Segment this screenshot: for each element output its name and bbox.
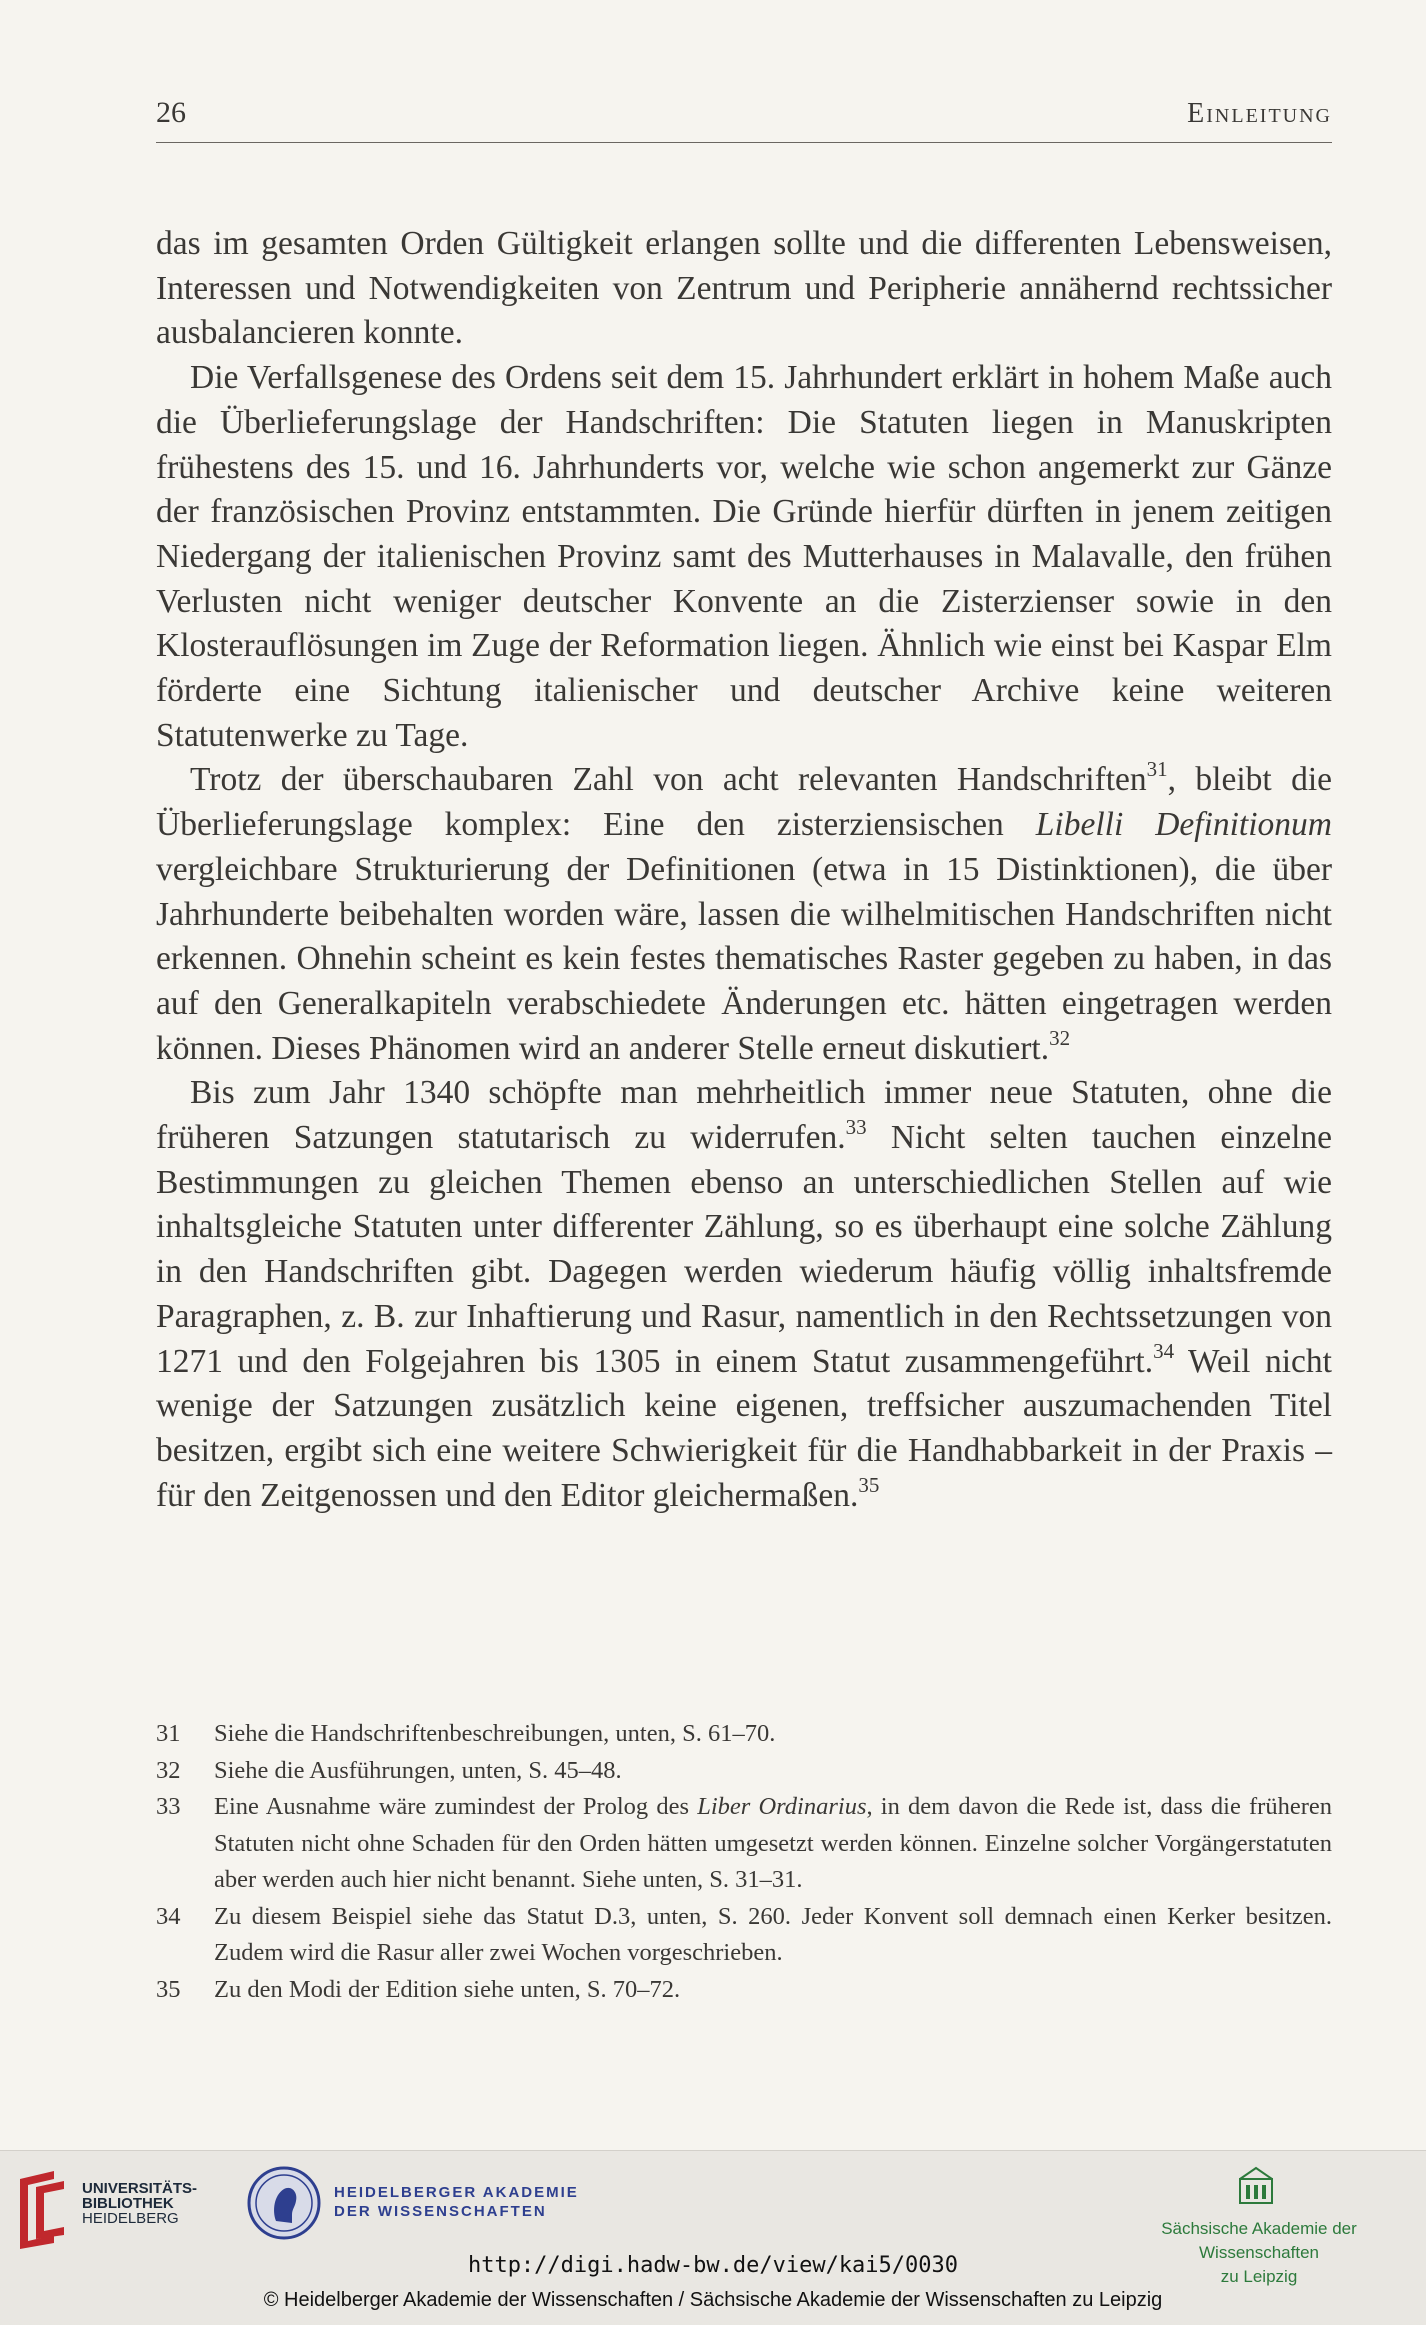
paragraph-3-text: Trotz der überschaubaren Zahl von acht relevanten Handschriften (190, 761, 1147, 799)
hadw-line: DER WISSENSCHAFTEN (334, 2203, 547, 2220)
saxon-academy-logo-icon[interactable] (1238, 2165, 1274, 2205)
paragraph-2: Die Verfallsgenese des Ordens seit dem 15. Jahrhundert erklärt in hohem Maße auch die Überlieferungslage der Handschriften: Die Statuten liegen in Manuskripten frühestens des 15. und 16. Jahrhunderts vor, welche wie schon angemerkt zur Gänze der französischen Provinz entstammten. Die Gründe hierfür dürften in jenem zeitigen Niedergang der italienischen Provinz samt des Mutterhauses in Malavalle, den frühen Verlusten nicht weniger deutscher Konvente an die Zisterzienser sowie in den Klosterauflösungen im Zuge der Reformation liegen. Ähnlich wie einst bei Kaspar Elm förderte eine Sichtung italienischer und deutscher Archive keine weiteren Statutenwerke zu Tage. (156, 359, 1332, 754)
copyright-notice: © Heidelberger Akademie der Wissenschaften / Sächsische Akademie der Wissenschaften zu Leipzig (263, 2289, 1163, 2311)
footnote-number: 32 (156, 1756, 181, 1784)
paragraph-3-text: vergleichbare Strukturierung der Definitionen (etwa in 15 Distinktionen), die über Jahrhunderte beibehalten worden wäre, lassen die wilhelmitischen Handschriften nicht erkennen. Ohnehin scheint es kein festes thematisches Raster gegeben zu haben, in das auf den Generalkapiteln verabschiedete Änderungen etc. hätten eingetragen werden können. Dieses Phänomen wird an anderer Stelle erneut diskutiert. (156, 850, 1332, 1067)
paragraph-4 (156, 1071, 1332, 1518)
footnote-ref-33[interactable]: 33 (845, 1115, 867, 1140)
footnotes (156, 1716, 1332, 2008)
footnote-text: Siehe die Handschriftenbeschreibungen, unten, S. 61–70. (214, 1720, 776, 1747)
ub-line: UNIVERSITÄTS- (82, 2180, 198, 2197)
university-library-logo-icon[interactable] (14, 2169, 70, 2251)
viewer-footer (0, 2150, 1426, 2325)
footnote-text: Zu diesem Beispiel siehe das Statut D.3, unten, S. 260. Jeder Konvent soll demnach einen Kerker besitzen. Zudem wird die Rasur aller zwei Wochen vorgeschrieben. (214, 1902, 1332, 1966)
footnote-text: Siehe die Ausführungen, unten, S. 45–48. (214, 1756, 622, 1784)
footnote-ref-31[interactable]: 31 (1146, 757, 1168, 782)
footnote-34 (156, 1899, 1332, 1972)
ub-line: HEIDELBERG (82, 2210, 179, 2227)
footnote-text: Eine Ausnahme wäre zumindest der Prolog des (214, 1793, 698, 1820)
footnote-ref-32[interactable]: 32 (1049, 1025, 1071, 1050)
section-title: Einleitung (1187, 98, 1332, 129)
footnote-ref-34[interactable]: 34 (1153, 1338, 1175, 1363)
paragraph-3-text: , bleibt die Überlieferungslage komplex: Eine den zisterziensischen (156, 761, 1332, 844)
footnote-number: 31 (156, 1720, 181, 1747)
footnote-32 (156, 1753, 1332, 1790)
ub-line: BIBLIOTHEK (82, 2195, 174, 2212)
paragraph-4-text: Bis zum Jahr 1340 schöpfte man mehrheitlich immer neue Statuten, ohne die früheren Satzungen statutarisch zu widerrufen. (156, 1074, 1332, 1157)
page-number: 26 (156, 96, 186, 129)
page-url-link[interactable]: http://digi.hadw-bw.de/view/kai5/0030 (467, 2253, 959, 2278)
italic-title-liber-ordinarius: Liber Ordinarius (697, 1793, 867, 1820)
paragraph-1: das im gesamten Orden Gültigkeit erlangen sollte und die differenten Lebensweisen, Interessen und Notwendigkeiten von Zentrum und Peripherie annähernd rechtssicher ausbalancieren konnte. (156, 225, 1332, 352)
paragraph-3 (156, 758, 1332, 1071)
footnote-35 (156, 1972, 1332, 2009)
footnote-text: , in dem davon die Rede ist, dass die früheren Statuten nicht ohne Schaden für den Orden hätten umgesetzt werden können. Einzelne solcher Vorgängerstatuten aber werden auch hier nicht benannt. Siehe unten, S. 31–31. (214, 1793, 1333, 1893)
paragraph-4-text: Weil nicht wenige der Satzungen zusätzlich keine eigenen, treffsicher auszumachenden Titel besitzen, ergibt sich eine weitere Schwierigkeit für die Handhabbarkeit in der Praxis – für den Zeitgenossen und den Editor gleichermaßen. (156, 1342, 1332, 1514)
university-library-name (82, 2181, 197, 2226)
italic-title-libelli-definitionum: Libelli Definitionum (1035, 806, 1332, 844)
hadw-line: HEIDELBERGER AKADEMIE (334, 2184, 579, 2201)
running-head (156, 96, 1332, 143)
footnote-31 (156, 1716, 1332, 1753)
heidelberg-academy-name (334, 2183, 579, 2221)
saw-line: zu Leipzig (1220, 2267, 1298, 2286)
footnote-number: 33 (156, 1793, 181, 1820)
body-text (156, 222, 1332, 1518)
footnote-number: 35 (156, 1975, 181, 2003)
footnote-ref-35[interactable]: 35 (858, 1472, 880, 1497)
paragraph-4-text: Nicht selten tauchen einzelne Bestimmungen zu gleichen Themen ebenso an unterschiedlichen Stellen auf wie inhaltsgleiche Statuten unter differenter Zählung, so es überhaupt eine solche Zählung in den Handschriften gibt. Dagegen werden wiederum häufig völlig inhaltsfremde Paragraphen, z. B. zur Inhaftierung und Rasur, namentlich in den Rechtssetzungen von 1271 und den Folgejahren bis 1305 in einem Statut zusammengeführt. (156, 1119, 1332, 1380)
footnote-33 (156, 1789, 1332, 1899)
academy-seal-icon[interactable] (246, 2165, 322, 2241)
footnote-number: 34 (156, 1902, 181, 1930)
saw-line: Sächsische Akademie der Wissenschaften (1161, 2219, 1357, 2262)
footnote-text: Zu den Modi der Edition siehe unten, S. 70–72. (214, 1975, 681, 2003)
